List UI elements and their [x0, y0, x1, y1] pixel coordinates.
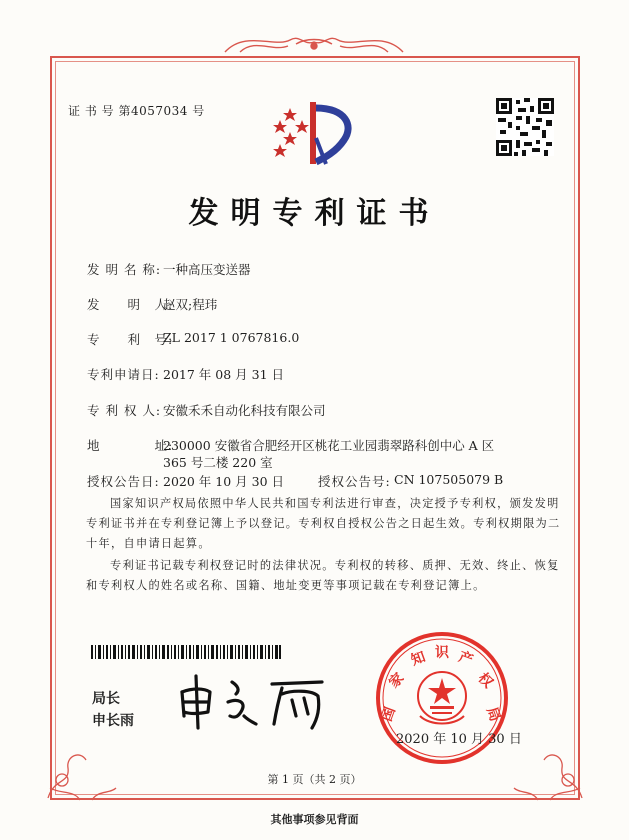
page-number: 第 1 页（共 2 页）: [267, 773, 362, 786]
bottom-left-ornament-icon: [40, 728, 120, 808]
footer-note: 其他事项参见背面: [270, 813, 359, 826]
field-value-announcement-date: 2020 年 10 月 30 日: [163, 474, 284, 489]
seal-char-4: 识: [435, 645, 449, 661]
field-label-patent-number: 专 利 号:: [87, 332, 174, 347]
field-value-announcement-number: CN 107505079 B: [394, 472, 504, 487]
body-paragraph-2: 专利证书记载专利权登记时的法律状况。专利权的转移、质押、无效、终止、恢复和专利权人的姓名或名称、国籍、地址变更等事项记载在专利登记簿上。: [86, 559, 560, 592]
seal-char-2: 家: [386, 670, 408, 692]
bottom-right-ornament-icon: [510, 728, 590, 808]
field-value-address-line2: 365 号二楼 220 室: [163, 455, 273, 470]
body-paragraph-1: 国家知识产权局依照中华人民共和国专利法进行审查，决定授予专利权，颁发发明专利证书并在专利登记簿上予以登记。专利权自授权公告之日起生效。专利权期限为二十年，自申请日起算。: [86, 497, 561, 550]
certificate-number: 证 书 号 第4057034 号: [68, 104, 205, 118]
field-label-address: 地 址:: [87, 438, 174, 453]
field-label-announcement-date: 授权公告日:: [87, 474, 160, 489]
field-label-inventor: 发 明 人:: [87, 297, 174, 312]
handwritten-signature-icon: [172, 672, 332, 732]
field-label-invention-name: 发 明 名 称:: [87, 262, 162, 277]
qr-code-icon: [496, 98, 554, 156]
barcode-icon: [91, 645, 281, 659]
seal-char-1: 国: [379, 705, 399, 724]
seal-date: 2020 年 10 月 30 日: [396, 732, 522, 747]
field-value-invention-name: 一种高压变送器: [163, 262, 251, 277]
field-value-inventor: 赵双;程玮: [163, 297, 218, 312]
page-title: 发明专利证书: [188, 196, 441, 231]
cnipa-emblem-icon: [268, 98, 358, 168]
top-ornament-icon: [0, 0, 629, 60]
director-name: 申长雨: [92, 713, 134, 729]
field-label-filing-date: 专利申请日:: [87, 367, 160, 382]
field-value-address-line1: 230000 安徽省合肥经开区桃花工业园翡翠路科创中心 A 区: [163, 438, 495, 453]
field-label-announcement-number: 授权公告号:: [318, 474, 391, 489]
field-value-filing-date: 2017 年 08 月 31 日: [163, 367, 284, 382]
field-label-patentee: 专 利 权 人:: [87, 403, 162, 418]
seal-char-3: 知: [409, 649, 428, 669]
field-value-patentee: 安徽禾禾自动化科技有限公司: [163, 403, 326, 418]
field-value-patent-number: ZL 2017 1 0767816.0: [163, 330, 300, 345]
seal-char-6: 权: [474, 670, 496, 692]
seal-char-7: 局: [483, 705, 503, 724]
seal-char-5: 产: [456, 649, 475, 669]
director-title: 局长: [92, 691, 120, 707]
